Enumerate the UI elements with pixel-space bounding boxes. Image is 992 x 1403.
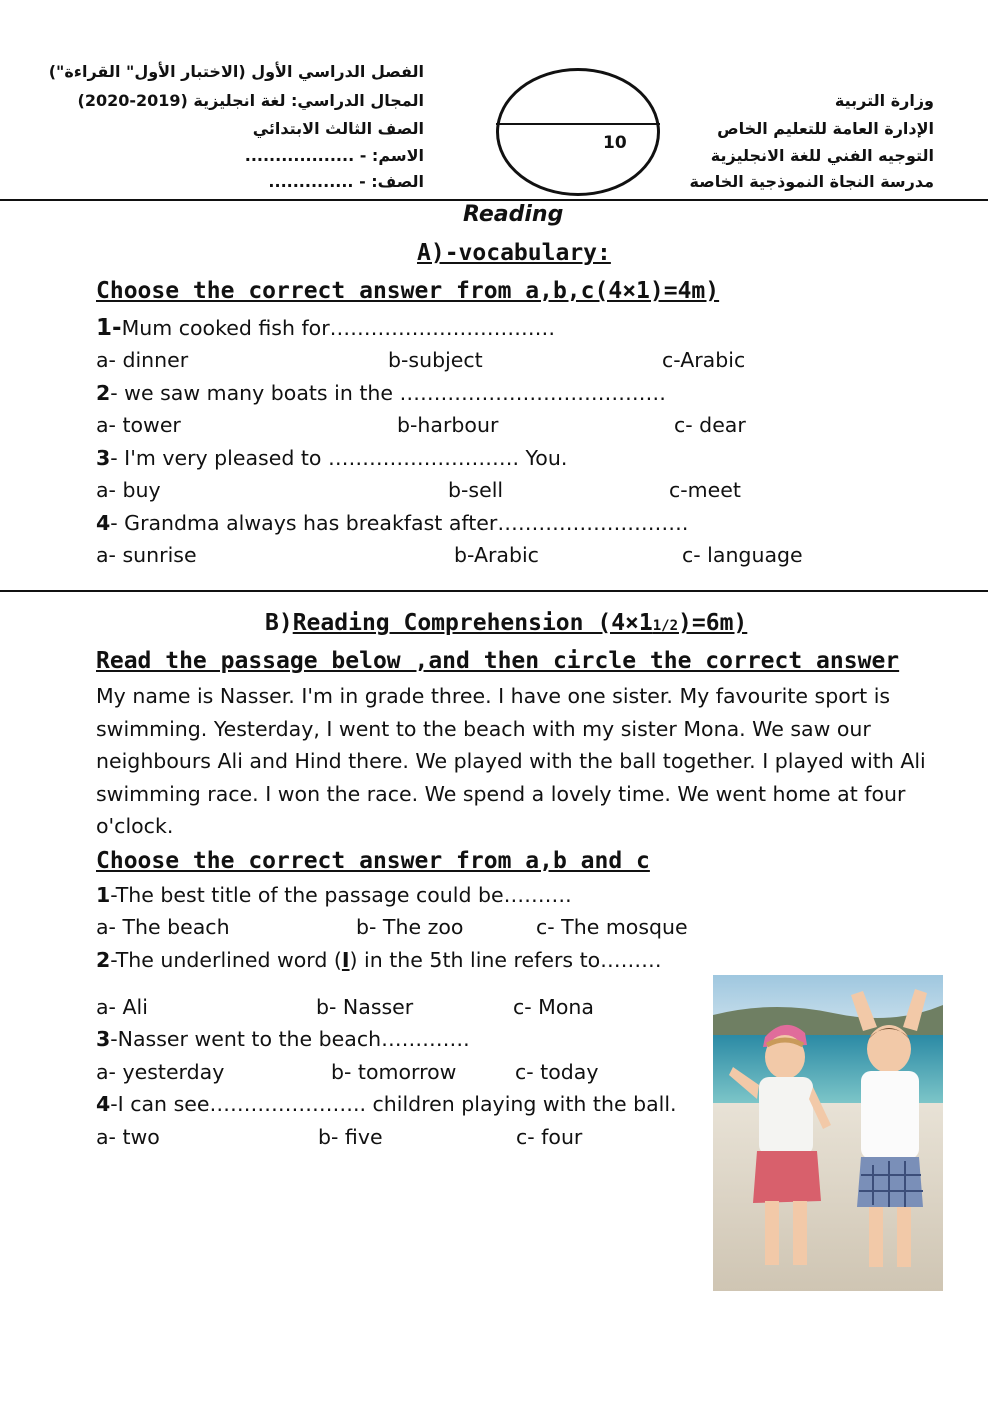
score-total: 10 bbox=[603, 133, 627, 153]
vocab-question-2 bbox=[96, 381, 666, 405]
question-number: 3 bbox=[96, 1027, 111, 1051]
question-text: -Nasser went to the beach…………. bbox=[110, 1027, 470, 1051]
comp-q2-option-a[interactable]: a- Ali bbox=[96, 995, 148, 1019]
question-text: - Grandma always has breakfast after………………………. bbox=[110, 511, 689, 535]
vocab-q2-option-b[interactable]: b-harbour bbox=[397, 413, 499, 437]
comprehension-instruction: Choose the correct answer from a,b and c bbox=[96, 848, 650, 874]
question-number: 3 bbox=[96, 446, 111, 470]
comp-question-3 bbox=[96, 1027, 470, 1051]
reading-passage: My name is Nasser. I'm in grade three. I have one sister. My favourite sport is swimming. Yesterday, I went to the beach with my sister Mona. We saw our neighbours Ali and Hind there. We played with the ball together. I played with Ali swimming race. I won the race. We spend a lovely time. We went home at four o'clock. bbox=[96, 684, 926, 839]
question-number: 2 bbox=[96, 381, 111, 405]
section-b-letter: B) bbox=[265, 610, 293, 636]
question-text: -The best title of the passage could be………. bbox=[110, 883, 572, 907]
comp-q1-option-a[interactable]: a- The beach bbox=[96, 915, 230, 939]
comp-question-1 bbox=[96, 883, 572, 907]
header-school: مدرسة النجاة النموذجية الخاصة bbox=[689, 172, 934, 191]
header-directorate: الإدارة العامة للتعليم الخاص bbox=[717, 119, 934, 138]
vocab-q1-option-b[interactable]: b-subject bbox=[388, 348, 483, 372]
comp-q3-option-a[interactable]: a- yesterday bbox=[96, 1060, 225, 1084]
question-text: - I'm very pleased to ………………………. You. bbox=[110, 446, 568, 470]
header-term-title: الفصل الدراسي الأول (الاختبار الأول" القراءة") bbox=[48, 62, 424, 81]
section-b-title: Reading Comprehension (4×11/2)=6m) bbox=[292, 610, 748, 636]
section-a-heading: A)-vocabulary: bbox=[417, 240, 611, 266]
score-oval bbox=[496, 68, 660, 196]
vocab-q1-option-a[interactable]: a- dinner bbox=[96, 348, 189, 372]
comp-q4-option-a[interactable]: a- two bbox=[96, 1125, 160, 1149]
question-number: 2 bbox=[96, 948, 111, 972]
question-number: 4 bbox=[96, 1092, 111, 1116]
vocab-q3-option-a[interactable]: a- buy bbox=[96, 478, 161, 502]
vocab-question-4 bbox=[96, 511, 688, 535]
header-class-field: الصف: - .............. bbox=[268, 172, 424, 191]
comp-q3-option-b[interactable]: b- tomorrow bbox=[331, 1060, 457, 1084]
vocab-q1-option-c[interactable]: c-Arabic bbox=[662, 348, 746, 372]
beach-children-photo bbox=[713, 975, 943, 1291]
header-ministry: وزارة التربية bbox=[834, 91, 934, 110]
score-oval-divider bbox=[496, 123, 660, 125]
vocab-q4-option-c[interactable]: c- language bbox=[682, 543, 803, 567]
vocab-q4-option-b[interactable]: b-Arabic bbox=[454, 543, 539, 567]
question-text: -I can see………………….. children playing with the ball. bbox=[110, 1092, 677, 1116]
vocab-q3-option-c[interactable]: c-meet bbox=[669, 478, 741, 502]
header-name-field: الاسم: - .................. bbox=[244, 146, 424, 165]
section-b-heading bbox=[265, 610, 747, 636]
comp-q2-option-b[interactable]: b- Nasser bbox=[316, 995, 414, 1019]
vocab-q2-option-c[interactable]: c- dear bbox=[674, 413, 746, 437]
comp-q3-option-c[interactable]: c- today bbox=[515, 1060, 599, 1084]
header-subject: المجال الدراسي: لغة انجليزية (2019-2020) bbox=[77, 91, 424, 110]
header-divider bbox=[0, 199, 988, 201]
section-divider bbox=[0, 590, 988, 592]
page-title: Reading bbox=[463, 202, 564, 227]
header-supervision: التوجيه الفني للغة الانجليزية bbox=[710, 146, 934, 165]
comp-q4-option-c[interactable]: c- four bbox=[516, 1125, 583, 1149]
comp-q2-option-c[interactable]: c- Mona bbox=[513, 995, 594, 1019]
vocab-question-1 bbox=[96, 315, 555, 341]
question-text: Mum cooked fish for…………………………… bbox=[121, 316, 556, 340]
question-number: 4 bbox=[96, 511, 111, 535]
section-b-instruction: Read the passage below ,and then circle the correct answer bbox=[96, 648, 900, 674]
vocab-q2-option-a[interactable]: a- tower bbox=[96, 413, 181, 437]
underlined-word: I bbox=[341, 948, 350, 972]
comp-question-2: 2-The underlined word (I) in the 5th line refers to……… bbox=[96, 948, 662, 972]
comp-question-4 bbox=[96, 1092, 677, 1116]
header-grade: الصف الثالث الابتدائي bbox=[252, 119, 424, 138]
comp-q1-option-c[interactable]: c- The mosque bbox=[536, 915, 688, 939]
question-text: - we saw many boats in the ………………………………… bbox=[110, 381, 666, 405]
vocab-question-3 bbox=[96, 446, 567, 470]
vocab-q3-option-b[interactable]: b-sell bbox=[448, 478, 504, 502]
question-number: 1 bbox=[96, 883, 111, 907]
comp-q1-option-b[interactable]: b- The zoo bbox=[356, 915, 464, 939]
question-number: 1- bbox=[96, 315, 122, 341]
vocab-q4-option-a[interactable]: a- sunrise bbox=[96, 543, 197, 567]
comp-q4-option-b[interactable]: b- five bbox=[318, 1125, 383, 1149]
section-a-instruction: Choose the correct answer from a,b,c(4×1)=4m) bbox=[96, 278, 720, 304]
